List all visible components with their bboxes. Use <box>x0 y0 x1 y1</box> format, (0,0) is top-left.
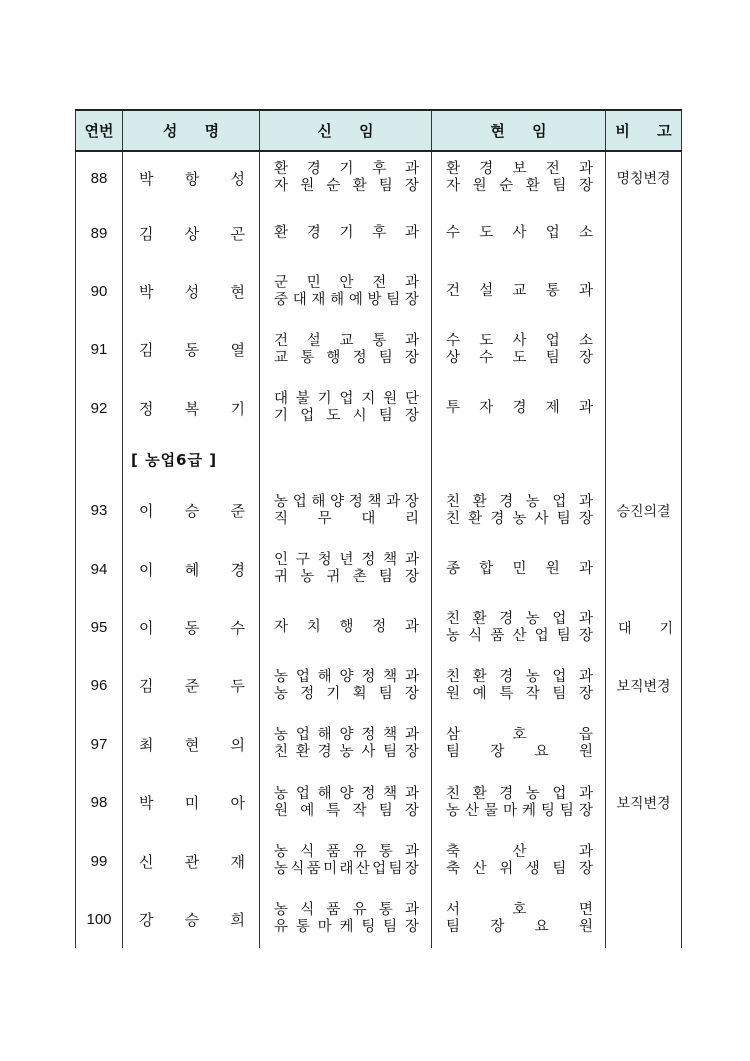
new-post-line: 환 경 기 후 과 <box>274 161 419 177</box>
new-post <box>260 262 432 320</box>
current-post <box>432 204 606 262</box>
remark <box>606 890 682 948</box>
current-post <box>432 715 606 773</box>
person-name: 이 동 수 <box>123 598 260 656</box>
current-post-line: 원 예 특 작 팀 장 <box>446 685 593 702</box>
new-post-line: 군 민 안 전 과 <box>274 274 419 291</box>
table-header-row <box>76 110 682 151</box>
current-post-line: 투 자 경 제 과 <box>446 399 593 416</box>
new-post-line: 유 통 마 케 팅 팀 장 <box>274 919 419 936</box>
new-post <box>260 598 432 656</box>
new-post-line: 건 설 교 통 과 <box>274 332 419 349</box>
new-post-line: 농 업 해 양 정 책 과 <box>274 785 419 802</box>
new-post <box>260 151 432 204</box>
remark: 보직변경 <box>606 774 682 832</box>
current-post <box>432 832 606 890</box>
current-post <box>432 482 606 540</box>
remark <box>606 379 682 437</box>
row-number: 92 <box>76 379 123 437</box>
remark <box>606 715 682 773</box>
remark <box>606 540 682 598</box>
current-post-line: 삼 호 읍 <box>446 727 593 744</box>
new-post-line: 원 예 특 작 팀 장 <box>274 802 419 819</box>
new-post-line: 친 환 경 농 사 팀 장 <box>274 744 419 761</box>
current-post-line: 농 산 물 마 케 팅 팀 장 <box>446 802 593 819</box>
person-name: 김 준 두 <box>123 657 260 715</box>
personnel-table-page <box>75 109 681 948</box>
new-post <box>260 482 432 540</box>
new-post-line: 농 정 기 획 팀 장 <box>274 685 419 702</box>
remark: 승진의결 <box>606 482 682 540</box>
current-post <box>432 379 606 437</box>
current-post-line: 수 도 사 업 소 <box>446 332 593 349</box>
new-post <box>260 715 432 773</box>
remark: 대 기 <box>606 598 682 656</box>
person-name: 최 현 의 <box>123 715 260 773</box>
section-blank <box>76 438 123 482</box>
remark <box>606 321 682 379</box>
person-name: 강 승 희 <box>123 890 260 948</box>
new-post-line: 농 식 품 유 통 과 <box>274 844 419 861</box>
row-number: 94 <box>76 540 123 598</box>
current-post-line: 농 식 품 산 업 팀 장 <box>446 627 593 644</box>
current-post-line: 건 설 교 통 과 <box>446 283 593 300</box>
new-post-line: 대 불 기 업 지 원 단 <box>274 391 419 408</box>
row-number: 100 <box>76 890 123 948</box>
current-post-line: 친 환 경 농 업 과 <box>446 493 593 510</box>
person-name: 이 승 준 <box>123 482 260 540</box>
section-blank <box>606 438 682 482</box>
remark <box>606 832 682 890</box>
current-post-line: 친 환 경 농 업 과 <box>446 785 593 802</box>
new-post-line: 인 구 청 년 정 책 과 <box>274 552 419 569</box>
table-row <box>76 151 682 204</box>
current-post <box>432 598 606 656</box>
section-row <box>76 438 682 482</box>
current-post-line: 환 경 보 전 과 <box>446 161 593 177</box>
new-post-line: 교 통 행 정 팀 장 <box>274 349 419 366</box>
person-name: 김 상 곤 <box>123 204 260 262</box>
personnel-table <box>75 109 682 948</box>
new-post <box>260 657 432 715</box>
row-number: 89 <box>76 204 123 262</box>
current-post-line: 친 환 경 농 업 과 <box>446 610 593 627</box>
current-post-line: 축 산 위 생 팀 장 <box>446 861 593 878</box>
table-row <box>76 321 682 379</box>
new-post-line: 귀 농 귀 촌 팀 장 <box>274 569 419 586</box>
section-blank <box>260 438 432 482</box>
table-row <box>76 540 682 598</box>
current-post <box>432 890 606 948</box>
table-row <box>76 482 682 540</box>
new-post-line: 기 업 도 시 팀 장 <box>274 408 419 425</box>
row-number: 88 <box>76 151 123 204</box>
new-post <box>260 540 432 598</box>
new-post-line: 환 경 기 후 과 <box>274 224 419 241</box>
remark <box>606 204 682 262</box>
header-name: 성 명 <box>123 110 260 151</box>
remark <box>606 262 682 320</box>
header-no: 연번 <box>76 110 123 151</box>
new-post-line: 농 업 해 양 정 책 과 <box>274 668 419 685</box>
table-body <box>76 151 682 948</box>
new-post <box>260 321 432 379</box>
current-post-line: 상 수 도 팀 장 <box>446 349 593 366</box>
current-post-line: 친 환 경 농 업 과 <box>446 668 593 685</box>
current-post <box>432 321 606 379</box>
row-number: 91 <box>76 321 123 379</box>
person-name: 박 항 성 <box>123 151 260 204</box>
table-row <box>76 832 682 890</box>
person-name: 정 복 기 <box>123 379 260 437</box>
person-name: 신 관 재 <box>123 832 260 890</box>
table-row <box>76 379 682 437</box>
person-name: 이 혜 경 <box>123 540 260 598</box>
row-number: 95 <box>76 598 123 656</box>
table-row <box>76 262 682 320</box>
current-post <box>432 262 606 320</box>
current-post-line: 종 합 민 원 과 <box>446 560 593 577</box>
table-row <box>76 890 682 948</box>
current-post-line: 서 호 면 <box>446 902 593 919</box>
row-number: 90 <box>76 262 123 320</box>
table-row <box>76 774 682 832</box>
row-number: 99 <box>76 832 123 890</box>
section-blank <box>432 438 606 482</box>
remark: 명칭변경 <box>606 151 682 204</box>
current-post-line: 친 환 경 농 사 팀 장 <box>446 510 593 527</box>
new-post-line: 직 무 대 리 <box>274 510 419 527</box>
person-name: 김 동 열 <box>123 321 260 379</box>
row-number: 96 <box>76 657 123 715</box>
table-row <box>76 715 682 773</box>
new-post-line: 농 식 품 미 래 산 업 팀 장 <box>274 861 419 878</box>
new-post <box>260 379 432 437</box>
person-name: 박 미 아 <box>123 774 260 832</box>
new-post <box>260 890 432 948</box>
current-post <box>432 151 606 204</box>
current-post <box>432 774 606 832</box>
current-post-line: 축 산 과 <box>446 844 593 861</box>
new-post-line: 농 업 해 양 정 책 과 <box>274 727 419 744</box>
current-post <box>432 540 606 598</box>
new-post-line: 농 식 품 유 통 과 <box>274 902 419 919</box>
new-post-line: 중 대 재 해 예 방 팀 장 <box>274 291 419 308</box>
table-row <box>76 204 682 262</box>
row-number: 97 <box>76 715 123 773</box>
header-note: 비 고 <box>606 110 682 151</box>
new-post-line: 농 업 해 양 정 책 과 장 <box>274 493 419 510</box>
current-post-line: 수 도 사 업 소 <box>446 224 593 241</box>
new-post-line: 자 치 행 정 과 <box>274 619 419 636</box>
header-current-post: 현 임 <box>432 110 606 151</box>
row-number: 98 <box>76 774 123 832</box>
table-row <box>76 598 682 656</box>
row-number: 93 <box>76 482 123 540</box>
section-title: [ 농업6급 ] <box>123 438 260 482</box>
person-name: 박 성 현 <box>123 262 260 320</box>
new-post <box>260 774 432 832</box>
table-row <box>76 657 682 715</box>
new-post <box>260 204 432 262</box>
current-post-line: 팀 장 요 원 <box>446 919 593 936</box>
current-post-line: 팀 장 요 원 <box>446 744 593 761</box>
current-post-line: 자 원 순 환 팀 장 <box>446 178 593 194</box>
new-post-line: 자 원 순 환 팀 장 <box>274 178 419 194</box>
new-post <box>260 832 432 890</box>
remark: 보직변경 <box>606 657 682 715</box>
header-new-post: 신 임 <box>260 110 432 151</box>
current-post <box>432 657 606 715</box>
